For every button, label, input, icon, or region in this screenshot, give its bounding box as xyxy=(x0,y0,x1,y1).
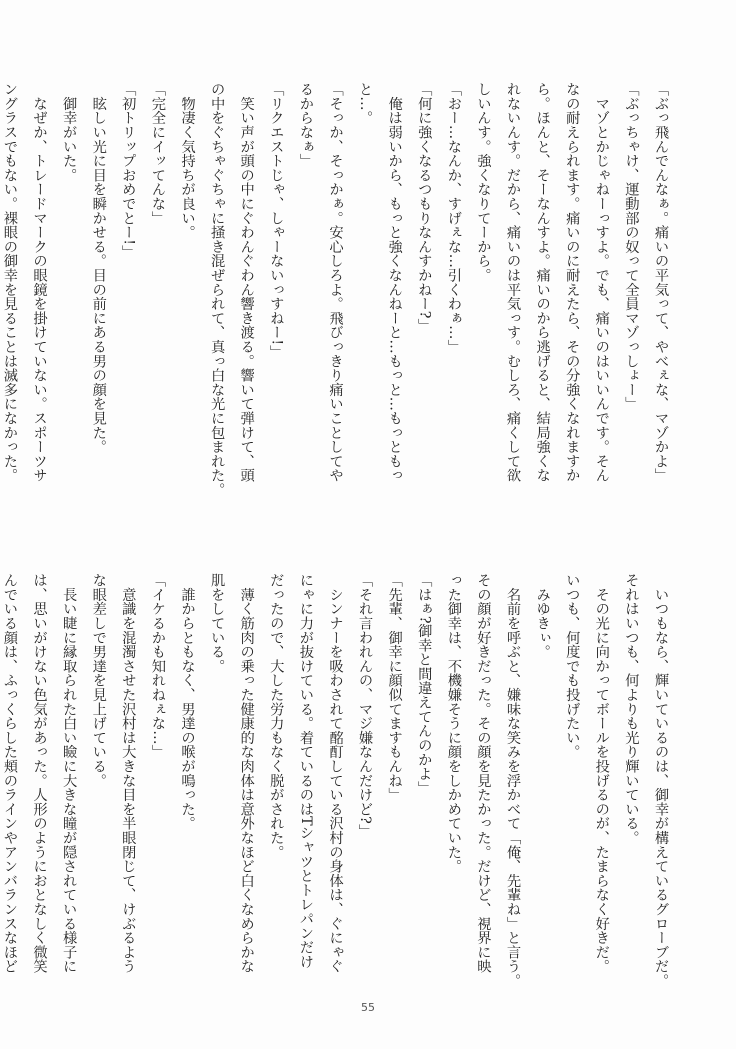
text-line: 名前を呼ぶと、嫌味な笑みを浮かべて「俺、先輩ね」と言う。 xyxy=(505,573,522,988)
text-line: それはいつも、何よりも光り輝いている。 xyxy=(623,573,640,845)
text-line: 笑い声が頭の中にぐわんぐわん響き渡る。響いて弾けて、頭 xyxy=(238,82,255,483)
text-block-upper xyxy=(1,82,675,497)
text-line: 御幸がいた。 xyxy=(61,82,78,183)
text-line: なぜか、トレードマークの眼鏡を掛けていない。スポーツサ xyxy=(31,82,48,483)
text-line: いつも、何度でも投げたい。 xyxy=(564,573,581,759)
text-line: その光に向かってボールを投げるのが、たまらなく好きだ。 xyxy=(593,573,610,974)
text-line: るからなぁ」 xyxy=(297,82,314,168)
text-line: 薄く筋肉の乗った健康的な肉体は意外なほど白くなめらかな xyxy=(238,573,255,974)
text-line: 「それ言われんの、マジ嫌なんだけど?」 xyxy=(357,573,374,839)
text-line: 「おー…なんか、すげぇな…引くわぁ…」 xyxy=(445,82,462,354)
text-line: 俺は弱いから、もっと強くなんねーと…もっと…もっともっ xyxy=(386,82,403,483)
text-line: 「はぁ?御幸と間違えてんのかよ」 xyxy=(416,573,433,796)
text-line: 「完全にイッてんな」 xyxy=(149,82,166,225)
text-line: の中をぐちゃぐちゃに掻き混ぜられて、真っ白な光に包まれた。 xyxy=(209,82,226,497)
text-line: シンナーを吸わされて酩酊している沢村の身体は、ぐにゃぐ xyxy=(327,573,344,974)
text-line: 「イケるかも知れねぇな…」 xyxy=(149,573,166,759)
text-line: 「何に強くなるつもりなんすかねー?」 xyxy=(416,82,433,333)
text-line: と…。 xyxy=(357,82,374,125)
text-line: なの耐えられます。痛いのに耐えたら、その分強くなれますか xyxy=(564,82,581,483)
text-line: 誰からともなく、男達の喉が鳴った。 xyxy=(179,573,196,831)
text-line: 眩しい光に目を瞬かせる。目の前にある男の顔を見た。 xyxy=(90,82,107,454)
text-line: は、思いがけない色気があった。人形のようにおとなしく微笑 xyxy=(31,573,48,974)
text-line: った御幸は、不機嫌そうに顔をしかめていた。 xyxy=(445,573,462,874)
text-line: れないんす。だから、痛いのは平気っす。むしろ、痛くして欲 xyxy=(505,82,522,483)
text-block-lower xyxy=(1,573,675,993)
page-number: 55 xyxy=(361,1001,375,1014)
text-line: 肌をしている。 xyxy=(209,573,226,674)
text-line: にゃに力が抜けている。着ているのはTシャツとトレパンだけ xyxy=(297,573,314,969)
text-line: だったので、大した労力もなく脱がされた。 xyxy=(268,573,285,859)
text-line: んでいる顔は、ふっくらした頬のラインやアンバランスなほど xyxy=(1,573,18,974)
text-line: 物凄く気持ちが良い。 xyxy=(179,82,196,240)
text-line: 「そっか、そっかぁ。安心しろよ。飛びっきり痛いことしてや xyxy=(327,82,344,483)
text-line: しいんす。強くなりてーから。 xyxy=(475,82,492,283)
text-line: ら。ほんと、そーなんすよ。痛いのから逃げると、結局強くな xyxy=(534,82,551,483)
text-line: 「ぶっ飛んでんなぁ。痛いの平気って、やべぇな、マゾかよ」 xyxy=(653,82,669,483)
text-line: 「先輩、御幸に顔似てますもんね」 xyxy=(386,573,403,802)
text-line: 意識を混濁させた沢村は大きな目を半眼閉じて、けぶるよう xyxy=(120,573,137,974)
text-line: な眼差しで男達を見上げている。 xyxy=(90,573,107,788)
text-line: いつもなら、輝いているのは、御幸が構えているグローブだ。 xyxy=(653,573,669,988)
text-line: マゾとかじゃねーっすよ。でも、痛いのはいいんです。そん xyxy=(593,82,610,483)
text-line: 「ぶっちゃけ、運動部の奴って全員マゾっしょー」 xyxy=(623,82,640,411)
text-line: 「リクエストじゃ、しゃーないっすねー!」 xyxy=(268,82,285,360)
text-line: 長い睫に縁取られた白い瞼に大きな瞳が隠されている様子に xyxy=(61,573,78,974)
text-line: ングラスでもない。裸眼の御幸を見ることは滅多になかった。 xyxy=(1,82,18,483)
text-line: その顔が好きだった。その顔を見たかった。だけど、視界に映 xyxy=(475,573,492,974)
text-line: 「初トリップおめでとー!」 xyxy=(120,82,137,260)
text-line: みゆきぃ。 xyxy=(534,573,551,659)
